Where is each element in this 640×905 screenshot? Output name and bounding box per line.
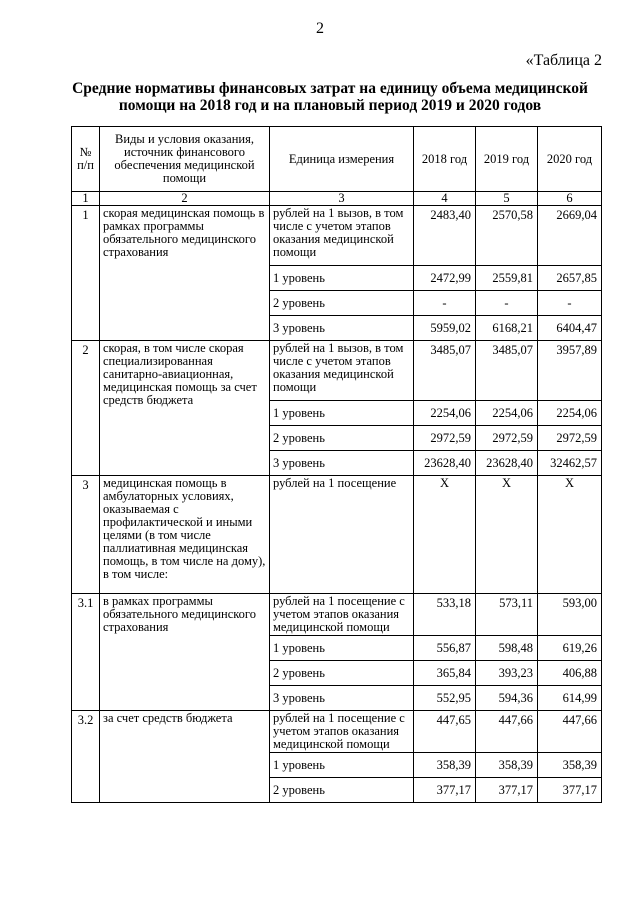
value-cell: 2254,06 <box>538 401 602 426</box>
value-cell: 377,17 <box>476 778 538 803</box>
value-cell: - <box>414 291 476 316</box>
value-cell: 5959,02 <box>414 316 476 341</box>
value-cell: 2483,40 <box>414 206 476 266</box>
table-row <box>72 711 602 753</box>
value-cell: 593,00 <box>538 594 602 636</box>
value-cell: 358,39 <box>414 753 476 778</box>
value-cell: 2472,99 <box>414 266 476 291</box>
value-cell: - <box>538 291 602 316</box>
unit-of-measure: рублей на 1 посещение с учетом этапов оказания медицинской помощи <box>270 711 414 753</box>
care-type: за счет средств бюджета <box>100 711 270 803</box>
level-label: 2 уровень <box>270 778 414 803</box>
row-number: 1 <box>72 206 100 341</box>
value-cell: 365,84 <box>414 661 476 686</box>
care-type: скорая медицинская помощь в рамках программы обязательного медицинского страхования <box>100 206 270 341</box>
value-cell: 2254,06 <box>414 401 476 426</box>
column-index: 1 <box>72 192 100 206</box>
unit-of-measure: рублей на 1 вызов, в том числе с учетом этапов оказания медицинской помощи <box>270 206 414 266</box>
level-label: 3 уровень <box>270 686 414 711</box>
value-cell: 3485,07 <box>414 341 476 401</box>
column-index-row <box>72 192 602 206</box>
value-cell: 447,65 <box>414 711 476 753</box>
header-2019: 2019 год <box>476 127 538 192</box>
row-number: 2 <box>72 341 100 476</box>
value-cell: 377,17 <box>538 778 602 803</box>
care-type: в рамках программы обязательного медицинского страхования <box>100 594 270 711</box>
value-cell: 23628,40 <box>476 451 538 476</box>
norms-table <box>71 126 602 803</box>
value-cell: 377,17 <box>414 778 476 803</box>
value-cell: 447,66 <box>538 711 602 753</box>
value-cell: 358,39 <box>476 753 538 778</box>
value-cell: 573,11 <box>476 594 538 636</box>
value-cell: X <box>414 476 476 594</box>
column-index: 5 <box>476 192 538 206</box>
row-number: 3.1 <box>72 594 100 711</box>
table-row <box>72 476 602 594</box>
level-label: 3 уровень <box>270 451 414 476</box>
value-cell: 533,18 <box>414 594 476 636</box>
value-cell: 2254,06 <box>476 401 538 426</box>
value-cell: 594,36 <box>476 686 538 711</box>
table-row <box>72 341 602 401</box>
value-cell: 3957,89 <box>538 341 602 401</box>
value-cell: 619,26 <box>538 636 602 661</box>
level-label: 2 уровень <box>270 661 414 686</box>
value-cell: 2559,81 <box>476 266 538 291</box>
header-type: Виды и условия оказания, источник финансового обеспечения медицинской помощи <box>100 127 270 192</box>
value-cell: 2972,59 <box>414 426 476 451</box>
column-index: 6 <box>538 192 602 206</box>
care-type: скорая, в том числе скорая специализированная санитарно-авиационная, медицинская помощь за счет средств бюджета <box>100 341 270 476</box>
value-cell: 2972,59 <box>538 426 602 451</box>
care-type: медицинская помощь в амбулаторных условиях, оказываемая с профилактической и иными целями (в том числе паллиативная медицинская помощь, в том числе на дому), в том числе: <box>100 476 270 594</box>
value-cell: 6168,21 <box>476 316 538 341</box>
table-row <box>72 206 602 266</box>
value-cell: 598,48 <box>476 636 538 661</box>
row-number: 3.2 <box>72 711 100 803</box>
value-cell: X <box>538 476 602 594</box>
level-label: 3 уровень <box>270 316 414 341</box>
value-cell: 3485,07 <box>476 341 538 401</box>
column-index: 2 <box>100 192 270 206</box>
header-num: № п/п <box>72 127 100 192</box>
value-cell: 358,39 <box>538 753 602 778</box>
table-caption: «Таблица 2 <box>525 52 602 69</box>
unit-of-measure: рублей на 1 вызов, в том числе с учетом этапов оказания медицинской помощи <box>270 341 414 401</box>
header-row <box>72 127 602 192</box>
column-index: 4 <box>414 192 476 206</box>
value-cell: 2669,04 <box>538 206 602 266</box>
level-label: 1 уровень <box>270 401 414 426</box>
unit-of-measure: рублей на 1 посещение <box>270 476 414 594</box>
value-cell: - <box>476 291 538 316</box>
value-cell: 2972,59 <box>476 426 538 451</box>
row-number: 3 <box>72 476 100 594</box>
value-cell: X <box>476 476 538 594</box>
value-cell: 556,87 <box>414 636 476 661</box>
level-label: 2 уровень <box>270 291 414 316</box>
value-cell: 6404,47 <box>538 316 602 341</box>
table-body <box>72 206 602 803</box>
value-cell: 23628,40 <box>414 451 476 476</box>
level-label: 1 уровень <box>270 753 414 778</box>
value-cell: 447,66 <box>476 711 538 753</box>
header-2018: 2018 год <box>414 127 476 192</box>
value-cell: 32462,57 <box>538 451 602 476</box>
level-label: 2 уровень <box>270 426 414 451</box>
value-cell: 393,23 <box>476 661 538 686</box>
level-label: 1 уровень <box>270 266 414 291</box>
column-index: 3 <box>270 192 414 206</box>
page-number: 2 <box>316 20 324 37</box>
unit-of-measure: рублей на 1 посещение с учетом этапов оказания медицинской помощи <box>270 594 414 636</box>
header-2020: 2020 год <box>538 127 602 192</box>
header-unit: Единица измерения <box>270 127 414 192</box>
value-cell: 406,88 <box>538 661 602 686</box>
value-cell: 614,99 <box>538 686 602 711</box>
value-cell: 552,95 <box>414 686 476 711</box>
value-cell: 2570,58 <box>476 206 538 266</box>
level-label: 1 уровень <box>270 636 414 661</box>
table-row <box>72 594 602 636</box>
value-cell: 2657,85 <box>538 266 602 291</box>
document-title: Средние нормативы финансовых затрат на единицу объема медицинской помощи на 2018 год и на плановый период 2019 и 2020 годов <box>72 80 588 114</box>
